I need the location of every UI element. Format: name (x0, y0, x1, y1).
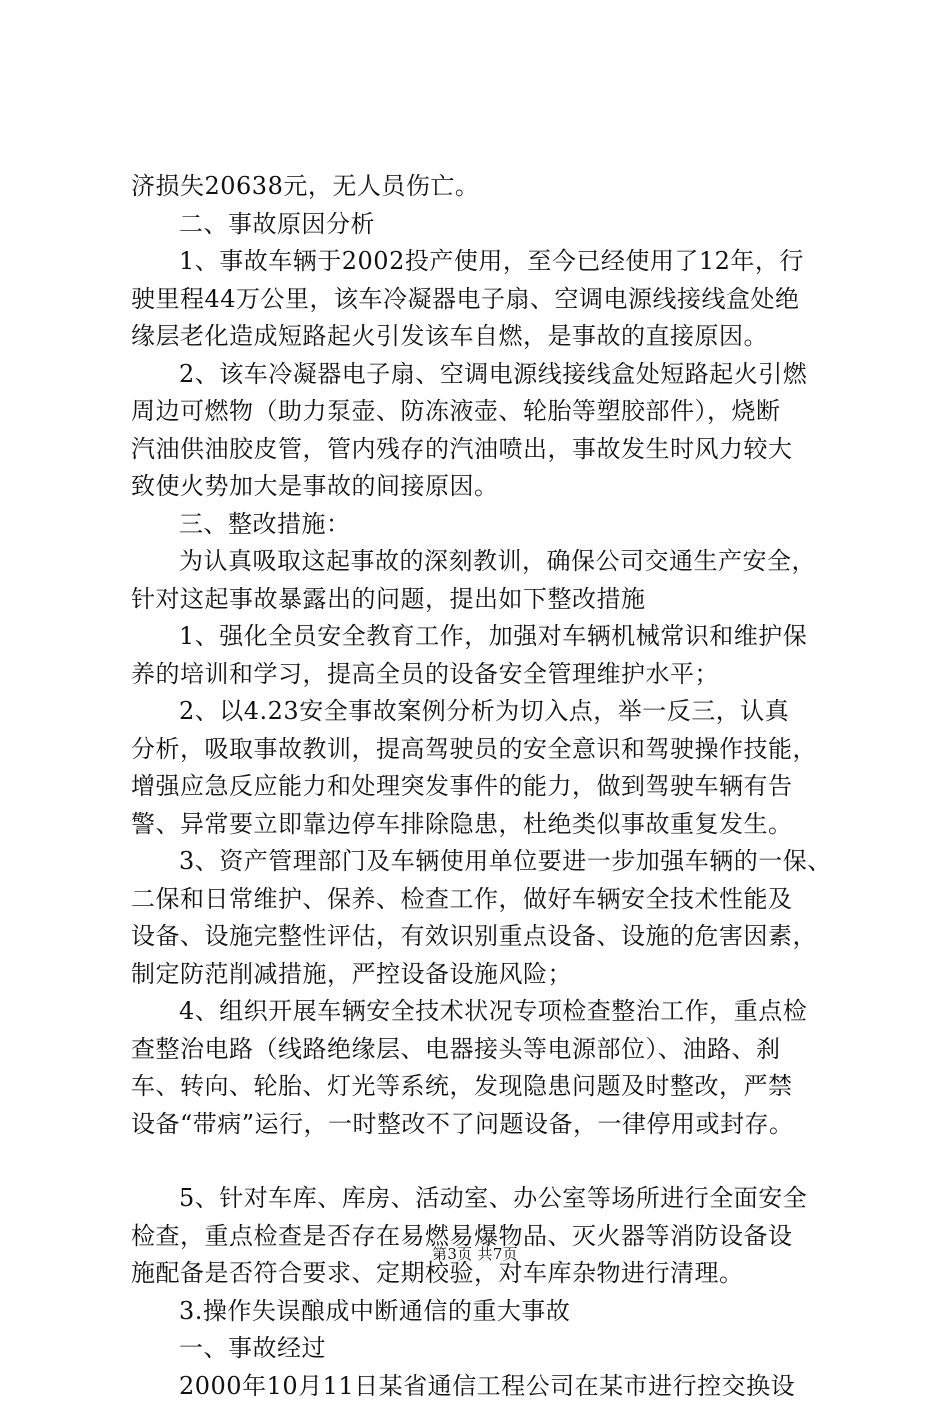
text-line: 周边可燃物（助力泵壶、防冻液壶、轮胎等塑胶部件），烧断 (131, 393, 831, 431)
text-line: 5、针对车库、库房、活动室、办公室等场所进行全面安全 (131, 1180, 831, 1218)
text-line: 警、异常要立即靠边停车排除隐患，杜绝类似事故重复发生。 (131, 806, 831, 844)
text-line: 制定防范削减措施，严控设备设施风险； (131, 956, 831, 994)
text-line: 缘层老化造成短路起火引发该车自燃，是事故的直接原因。 (131, 318, 831, 356)
text-line: 车、转向、轮胎、灯光等系统，发现隐患问题及时整改，严禁 (131, 1068, 831, 1106)
text-line: 4、组织开展车辆安全技术状况专项检查整治工作，重点检 (131, 993, 831, 1031)
paragraph-block-main (131, 168, 831, 1143)
text-line: 设备、设施完整性评估，有效识别重点设备、设施的危害因素， (131, 918, 831, 956)
text-line: 汽油供油胶皮管，管内残存的汽油喷出，事故发生时风力较大 (131, 431, 831, 469)
text-line: 养的培训和学习，提高全员的设备安全管理维护水平； (131, 656, 831, 694)
text-line: 针对这起事故暴露出的问题，提出如下整改措施 (131, 581, 831, 619)
page-footer (0, 1244, 950, 1264)
text-line: 二、事故原因分析 (131, 206, 831, 244)
text-line: 1、强化全员安全教育工作，加强对车辆机械常识和维护保 (131, 618, 831, 656)
text-line: 设备“带病”运行，一时整改不了问题设备，一律停用或封存。 (131, 1106, 831, 1144)
paragraph-block-continued (131, 1180, 831, 1405)
text-line: 施配备是否符合要求、定期校验，对车库杂物进行清理。 (131, 1255, 831, 1293)
text-line: 2、该车冷凝器电子扇、空调电源线接线盒处短路起火引燃 (131, 356, 831, 394)
text-line: 济损失20638元，无人员伤亡。 (131, 168, 831, 206)
text-line: 检查，重点检查是否存在易燃易爆物品、灭火器等消防设备设 (131, 1218, 831, 1256)
text-line: 增强应急反应能力和处理突发事件的能力，做到驾驶车辆有告 (131, 768, 831, 806)
text-line: 二保和日常维护、保养、检查工作，做好车辆安全技术性能及 (131, 881, 831, 919)
text-line: 致使火势加大是事故的间接原因。 (131, 468, 831, 506)
text-line: 2、以4.23安全事故案例分析为切入点，举一反三，认真 (131, 693, 831, 731)
text-line: 2000年10月11日某省通信工程公司在某市进行控交换设 (131, 1368, 831, 1405)
text-line: 3.操作失误酿成中断通信的重大事故 (131, 1293, 831, 1331)
text-line: 1、事故车辆于2002投产使用，至今已经使用了12年，行 (131, 243, 831, 281)
paragraph-gap (131, 1143, 831, 1180)
text-line: 驶里程44万公里，该车冷凝器电子扇、空调电源线接线盒处绝 (131, 281, 831, 319)
page-number-label: 第3页 共7页 (432, 1245, 518, 1263)
document-body (131, 168, 831, 1405)
text-line: 一、事故经过 (131, 1330, 831, 1368)
text-line: 三、整改措施： (131, 506, 831, 544)
text-line: 分析，吸取事故教训，提高驾驶员的安全意识和驾驶操作技能， (131, 731, 831, 769)
text-line: 3、资产管理部门及车辆使用单位要进一步加强车辆的一保、 (131, 843, 831, 881)
text-line: 查整治电路（线路绝缘层、电器接头等电源部位）、油路、刹 (131, 1031, 831, 1069)
text-line: 为认真吸取这起事故的深刻教训，确保公司交通生产安全， (131, 543, 831, 581)
